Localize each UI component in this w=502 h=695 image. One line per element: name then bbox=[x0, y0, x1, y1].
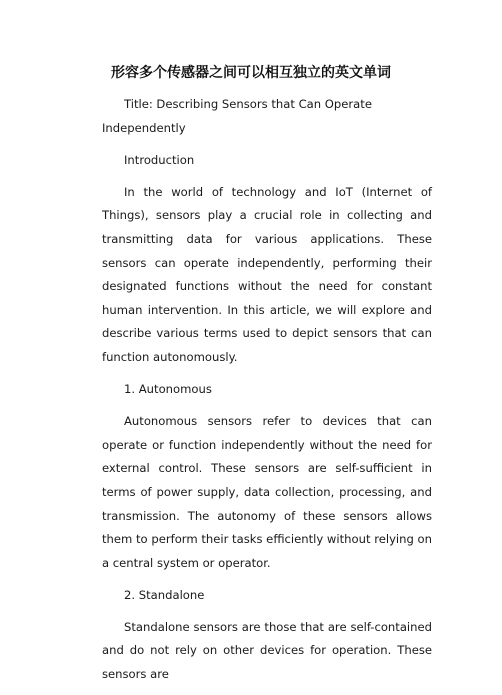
section-heading-standalone: 2. Standalone bbox=[124, 587, 205, 602]
document-title: 形容多个传感器之间可以相互独立的英文单词 bbox=[111, 65, 391, 81]
article-title-line: Title: Describing Sensors that Can Operate Independently bbox=[102, 97, 372, 135]
document-body bbox=[102, 93, 432, 695]
introduction-paragraph: In the world of technology and IoT (Internet of Things), sensors play a crucial role in collecting and transmitting data for various applications. These sensors can operate independently, performing their designated functions without the need for constant human intervention. In this article, we will explore and describe various terms used to depict sensors that can function autonomously. bbox=[102, 184, 432, 364]
section-heading-introduction: Introduction bbox=[124, 152, 195, 167]
section-heading-autonomous: 1. Autonomous bbox=[124, 382, 212, 397]
standalone-paragraph: Standalone sensors are those that are self-contained and do not rely on other devices for operation. These sensors are bbox=[102, 619, 432, 682]
autonomous-paragraph: Autonomous sensors refer to devices that can operate or function independently without the need for external control. These sensors are self-sufficient in terms of power supply, data collection, processing, and transmission. The autonomy of these sensors allows them to perform their tasks efficiently without relying on a central system or operator. bbox=[102, 414, 432, 570]
